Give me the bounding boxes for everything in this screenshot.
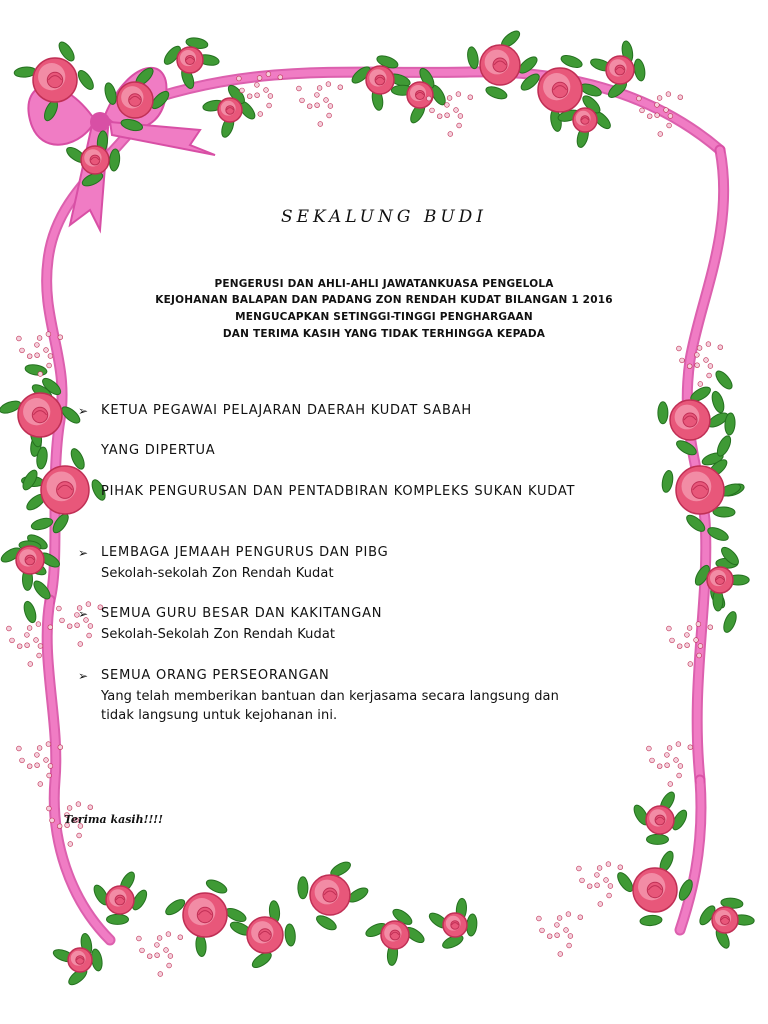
babys-breath-blossom	[708, 364, 713, 369]
babys-breath-blossom	[687, 364, 692, 369]
recipient-item-3: PIHAK PENGURUSAN DAN PENTADBIRAN KOMPLEKS SUKAN KUDAT	[101, 484, 576, 499]
babys-breath-blossom	[57, 606, 62, 611]
babys-breath-blossom	[88, 805, 93, 810]
babys-breath-blossom	[427, 96, 432, 101]
rose-center	[185, 55, 194, 64]
babys-breath-blossom	[698, 644, 703, 649]
babys-breath-blossom	[540, 928, 545, 933]
babys-breath-blossom	[557, 916, 562, 921]
babys-breath-blossom	[35, 353, 40, 358]
babys-breath-blossom	[678, 764, 683, 769]
babys-breath-blossom	[687, 626, 692, 631]
babys-breath-blossom	[297, 86, 302, 91]
babys-breath-blossom	[677, 644, 682, 649]
leaf-sprays	[0, 28, 755, 987]
babys-breath-blossom	[454, 108, 459, 113]
babys-breath-blossom	[668, 782, 673, 787]
rose-center	[32, 407, 47, 422]
babys-breath-blossom	[468, 95, 473, 100]
babys-breath-blossom	[695, 353, 700, 358]
leaf	[284, 924, 296, 947]
rose-center	[655, 815, 665, 825]
babys-breath-blossom	[578, 915, 583, 920]
rose-center	[47, 72, 62, 87]
babys-breath-blossom	[667, 123, 672, 128]
babys-breath-blossom	[240, 88, 245, 93]
babys-breath-blossom	[46, 742, 51, 747]
babys-breath-blossom	[655, 103, 660, 108]
babys-breath-blossom	[77, 833, 82, 838]
babys-breath-blossom	[237, 76, 242, 81]
babys-breath-blossom	[155, 943, 160, 948]
leaf	[22, 600, 38, 624]
babys-breath-blossom	[564, 928, 569, 933]
babys-breath-blossom	[667, 746, 672, 751]
babys-breath-blossom	[6, 626, 11, 631]
recipient-item-6-detail-1: Yang telah memberikan bantuan dan kerjasama secara langsung dan	[101, 689, 559, 704]
rose-center	[647, 882, 662, 897]
babys-breath-blossom	[706, 342, 711, 347]
babys-breath-blossom	[698, 382, 703, 387]
babys-breath-blossom	[315, 93, 320, 98]
rose-center	[581, 116, 589, 124]
babys-breath-blossom	[48, 354, 53, 359]
heading-line-1: PENGERUSI DAN AHLI-AHLI JAWATANKUASA PENGELOLA	[214, 278, 554, 290]
babys-breath-blossom	[155, 953, 160, 958]
babys-breath-blossom	[324, 98, 329, 103]
babys-breath-blossom	[664, 108, 669, 113]
babys-breath-blossom	[676, 742, 681, 747]
babys-breath-blossom	[17, 746, 22, 751]
babys-breath-blossom	[278, 75, 283, 80]
recipient-item-4-detail: Sekolah-sekolah Zon Rendah Kudat	[101, 566, 334, 581]
bullet-arrow-icon: ➢	[78, 669, 89, 683]
babys-breath-blossom	[264, 88, 269, 93]
babys-breath-blossom	[20, 758, 25, 763]
leaf	[658, 402, 668, 424]
babys-breath-blossom	[637, 96, 642, 101]
babys-breath-blossom	[37, 653, 42, 658]
babys-breath-blossom	[10, 638, 15, 643]
babys-breath-blossom	[44, 758, 49, 763]
babys-breath-blossom	[598, 902, 603, 907]
babys-breath-blossom	[255, 83, 260, 88]
rose-center	[115, 895, 125, 905]
rose-center	[552, 82, 567, 97]
babys-breath-blossom	[655, 113, 660, 118]
babys-breath-blossom	[88, 624, 93, 629]
babys-breath-blossom	[67, 624, 72, 629]
babys-breath-blossom	[58, 745, 63, 750]
babys-breath-blossom	[307, 104, 312, 109]
heading-line-4: DAN TERIMA KASIH YANG TIDAK TERHINGGA KEPADA	[222, 328, 546, 340]
babys-breath-blossom	[48, 764, 53, 769]
leaf	[314, 913, 338, 933]
babys-breath-blossom	[555, 933, 560, 938]
bullet-arrow-icon: ➢	[78, 546, 89, 560]
babys-breath-blossom	[57, 824, 62, 829]
leaf	[484, 84, 508, 101]
rose-center	[451, 921, 459, 929]
babys-breath-blossom	[685, 643, 690, 648]
babys-breath-blossom	[708, 625, 713, 630]
babys-breath-blossom	[650, 758, 655, 763]
babys-breath-blossom	[78, 642, 83, 647]
babys-breath-blossom	[445, 113, 450, 118]
babys-breath-blossom	[35, 763, 40, 768]
babys-breath-blossom	[704, 358, 709, 363]
babys-breath-blossom	[48, 625, 53, 630]
babys-breath-blossom	[38, 372, 43, 377]
babys-breath-blossom	[317, 86, 322, 91]
babys-breath-blossom	[60, 618, 65, 623]
babys-breath-blossom	[67, 806, 72, 811]
rose-center	[692, 482, 709, 499]
recipient-item-2: YANG DIPERTUA	[101, 443, 216, 458]
leaf	[661, 470, 675, 493]
babys-breath-blossom	[257, 76, 262, 81]
babys-breath-blossom	[640, 108, 645, 113]
babys-breath-blossom	[547, 934, 552, 939]
rose-center	[683, 413, 697, 427]
leaf	[75, 68, 96, 92]
babys-breath-blossom	[327, 113, 332, 118]
babys-breath-blossom	[38, 644, 43, 649]
babys-breath-blossom	[20, 348, 25, 353]
babys-breath-blossom	[688, 745, 693, 750]
babys-breath-blossom	[318, 122, 323, 127]
babys-breath-blossom	[697, 346, 702, 351]
babys-breath-blossom	[445, 103, 450, 108]
babys-breath-blossom	[647, 114, 652, 119]
babys-breath-blossom	[86, 602, 91, 607]
babys-breath-blossom	[657, 96, 662, 101]
leaf	[103, 82, 118, 106]
babys-breath-blossom	[707, 373, 712, 378]
rose-center	[129, 94, 142, 107]
rose-center	[323, 888, 337, 902]
babys-breath-blossom	[448, 132, 453, 137]
babys-breath-blossom	[658, 132, 663, 137]
leaf	[710, 390, 726, 414]
babys-breath-blossom	[268, 94, 273, 99]
babys-breath-blossom	[168, 954, 173, 959]
closing-thanks: Terima kasih!!!!	[64, 813, 163, 826]
babys-breath-blossom	[178, 935, 183, 940]
babys-breath-blossom	[47, 363, 52, 368]
recipient-item-5-detail: Sekolah-Sekolah Zon Rendah Kudat	[101, 627, 336, 642]
rose-center	[25, 555, 35, 565]
babys-breath-blossom	[36, 622, 41, 627]
babys-breath-blossom	[447, 96, 452, 101]
babys-breath-blossom	[315, 103, 320, 108]
rose-center	[90, 155, 100, 165]
document-title: SEKALUNG BUDI	[280, 207, 488, 227]
babys-breath-blossom	[147, 954, 152, 959]
rose-center	[493, 58, 507, 72]
leaf	[107, 914, 129, 924]
babys-breath-blossom	[677, 773, 682, 778]
recipient-item-6: SEMUA ORANG PERSEORANGAN	[101, 668, 330, 683]
leaf	[633, 58, 647, 81]
babys-breath-blossom	[38, 782, 43, 787]
babys-breath-blossom	[328, 104, 333, 109]
babys-breath-blossom	[140, 948, 145, 953]
babys-breath-blossom	[667, 626, 672, 631]
recipient-item-1: KETUA PEGAWAI PELAJARAN DAERAH KUDAT SABAH	[101, 403, 472, 418]
rose-center	[197, 907, 212, 922]
babys-breath-blossom	[258, 112, 263, 117]
babys-breath-blossom	[670, 638, 675, 643]
babys-breath-blossom	[665, 763, 670, 768]
babys-breath-blossom	[674, 758, 679, 763]
babys-breath-blossom	[678, 95, 683, 100]
babys-breath-blossom	[87, 633, 92, 638]
babys-breath-blossom	[647, 746, 652, 751]
babys-breath-blossom	[595, 873, 600, 878]
babys-breath-blossom	[35, 343, 40, 348]
babys-breath-blossom	[680, 358, 685, 363]
leaf	[298, 877, 308, 899]
babys-breath-blossom	[326, 82, 331, 87]
babys-breath-blossom	[608, 884, 613, 889]
babys-breath-blossom	[266, 72, 271, 77]
rose-center	[715, 575, 724, 584]
bullet-arrow-icon: ➢	[78, 404, 89, 418]
babys-breath-blossom	[430, 108, 435, 113]
babys-breath-blossom	[677, 346, 682, 351]
babys-breath-blossom	[567, 943, 572, 948]
rose-center	[259, 929, 272, 942]
babys-breath-blossom	[25, 633, 30, 638]
babys-breath-blossom	[75, 623, 80, 628]
babys-breath-blossom	[558, 952, 563, 957]
babys-breath-blossom	[666, 92, 671, 97]
babys-breath-blossom	[158, 972, 163, 977]
rose-center	[415, 90, 424, 99]
leaf	[721, 610, 739, 634]
babys-breath-blossom	[35, 753, 40, 758]
leaf	[713, 368, 735, 391]
babys-breath-blossom	[68, 842, 73, 847]
babys-breath-blossom	[694, 638, 699, 643]
rose-center	[375, 75, 385, 85]
recipient-item-4: LEMBAGA JEMAAH PENGURUS DAN PIBG	[101, 545, 389, 560]
bullet-arrow-icon: ➢	[78, 607, 89, 621]
babys-breath-blossom	[555, 923, 560, 928]
heading-line-3: MENGUCAPKAN SETINGGI-TINGGI PENGHARGAAN	[235, 311, 533, 323]
babys-breath-blossom	[255, 93, 260, 98]
rose-center	[76, 956, 84, 964]
rose-garlands	[16, 45, 738, 972]
leaf	[647, 834, 669, 844]
babys-breath-blossom	[696, 622, 701, 627]
babys-breath-blossom	[137, 936, 142, 941]
babys-breath-blossom	[17, 644, 22, 649]
babys-breath-blossom	[718, 345, 723, 350]
babys-breath-blossom	[167, 963, 172, 968]
babys-breath-blossom	[157, 936, 162, 941]
babys-breath-blossom	[25, 643, 30, 648]
babys-breath-blossom	[695, 363, 700, 368]
babys-breath-blossom	[28, 662, 33, 667]
ribbon-bow-knot	[90, 112, 110, 132]
rose-center	[615, 65, 625, 75]
babys-breath-blossom	[164, 948, 169, 953]
heading-line-2: KEJOHANAN BALAPAN DAN PADANG ZON RENDAH KUDAT BILANGAN 1 2016	[155, 294, 613, 306]
rose-center	[226, 106, 234, 114]
babys-breath-blossom	[34, 638, 39, 643]
babys-breath-blossom	[568, 934, 573, 939]
leaf	[715, 434, 734, 458]
babys-breath-blossom	[456, 92, 461, 97]
rose-center	[57, 482, 74, 499]
babys-breath-blossom	[595, 883, 600, 888]
babys-breath-blossom	[604, 878, 609, 883]
recipient-item-5: SEMUA GURU BESAR DAN KAKITANGAN	[101, 606, 383, 621]
babys-breath-blossom	[247, 94, 252, 99]
babys-breath-blossom	[665, 753, 670, 758]
babys-breath-blossom	[577, 866, 582, 871]
babys-breath-blossom	[267, 103, 272, 108]
babys-breath-blossom	[27, 626, 32, 631]
babys-breath-blossom	[437, 114, 442, 119]
babys-breath-blossom	[47, 806, 52, 811]
babys-breath-blossom	[50, 818, 55, 823]
babys-breath-blossom	[607, 893, 612, 898]
recipient-item-6-detail-2: tidak langsung untuk kejohanan ini.	[101, 708, 338, 723]
babys-breath-blossom	[606, 862, 611, 867]
babys-breath-blossom	[668, 114, 673, 119]
rose-center	[390, 930, 400, 940]
babys-breath-blossom	[338, 85, 343, 90]
babys-breath-blossom	[580, 878, 585, 883]
babys-breath-blossom	[44, 348, 49, 353]
babys-breath-blossom	[618, 865, 623, 870]
rose-center	[720, 915, 729, 924]
babys-breath-blossom	[688, 662, 693, 667]
babys-breath-blossom	[458, 114, 463, 119]
babys-breath-blossom	[566, 912, 571, 917]
leaf	[640, 915, 663, 927]
babys-breath-blossom	[76, 802, 81, 807]
babys-breath-blossom	[37, 746, 42, 751]
babys-breath-blossom	[300, 98, 305, 103]
leaf	[560, 53, 584, 70]
ribbon-frame	[28, 68, 723, 940]
babys-breath-blossom	[685, 633, 690, 638]
babys-breath-blossom	[457, 123, 462, 128]
babys-breath-blossom	[657, 764, 662, 769]
babys-breath-blossom	[587, 884, 592, 889]
babys-breath-blossom	[47, 773, 52, 778]
leaf	[466, 46, 480, 69]
babys-breath-blossom	[27, 354, 32, 359]
leaf	[24, 363, 47, 377]
babys-breath-blossom	[166, 932, 171, 937]
babys-breath-blossom	[597, 866, 602, 871]
babys-breath-blossom	[27, 764, 32, 769]
babys-breath-blossom	[697, 653, 702, 658]
babys-breath-blossom	[537, 916, 542, 921]
